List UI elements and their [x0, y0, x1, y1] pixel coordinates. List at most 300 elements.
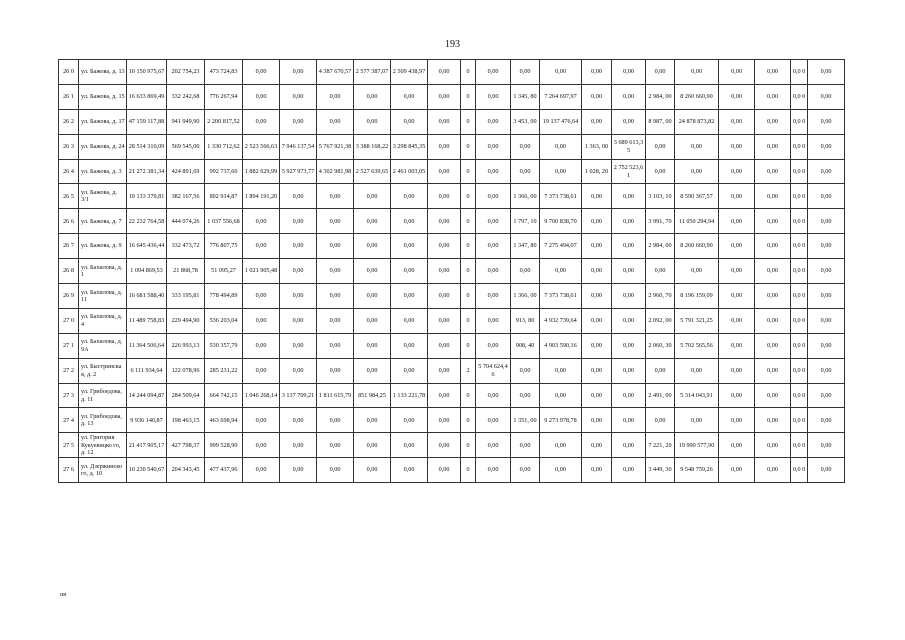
value-cell: 202 754,23: [167, 60, 205, 85]
value-cell: 0,00: [719, 60, 755, 85]
value-cell: 0,00: [243, 109, 280, 134]
value-cell: 0,00: [391, 458, 428, 483]
value-cell: 1 046 268,14: [243, 383, 280, 408]
row-number-cell: 26 7: [59, 234, 79, 259]
value-cell: 0,00: [391, 184, 428, 209]
value-cell: 0,00: [808, 60, 845, 85]
value-cell: 0,00: [582, 358, 612, 383]
value-cell: 5 702 565,56: [675, 333, 719, 358]
value-cell: 0,00: [719, 134, 755, 159]
value-cell: 2 984, 00: [646, 234, 675, 259]
value-cell: 3 298 845,35: [391, 134, 428, 159]
value-cell: 0,00: [243, 408, 280, 433]
value-cell: 0,0 0: [791, 284, 808, 309]
value-cell: 2 523 566,63: [243, 134, 280, 159]
value-cell: 0,00: [428, 458, 461, 483]
value-cell: 0,00: [808, 383, 845, 408]
value-cell: 0,00: [391, 308, 428, 333]
value-cell: 0,00: [719, 234, 755, 259]
value-cell: 0,0 0: [791, 234, 808, 259]
value-cell: 0,00: [582, 383, 612, 408]
value-cell: 0,00: [540, 159, 582, 184]
value-cell: 1 347, 80: [511, 234, 540, 259]
value-cell: 8 987, 00: [646, 109, 675, 134]
value-cell: 0,00: [808, 308, 845, 333]
value-cell: 0,00: [243, 60, 280, 85]
value-cell: 0,00: [243, 308, 280, 333]
value-cell: 8 196 159,09: [675, 284, 719, 309]
value-cell: 0,00: [612, 433, 646, 458]
value-cell: 0,00: [612, 60, 646, 85]
value-cell: 0,00: [280, 109, 317, 134]
value-cell: 0,00: [755, 234, 791, 259]
value-cell: 892 914,87: [205, 184, 243, 209]
table-row: [59, 284, 845, 309]
table-row: [59, 159, 845, 184]
value-cell: 21 417 905,17: [127, 433, 167, 458]
row-number-cell: 26 4: [59, 159, 79, 184]
value-cell: 0,00: [582, 333, 612, 358]
value-cell: 0,00: [808, 109, 845, 134]
value-cell: 0,00: [582, 433, 612, 458]
value-cell: 0: [461, 234, 476, 259]
table-row: [59, 333, 845, 358]
value-cell: 530 357,79: [205, 333, 243, 358]
value-cell: 5 927 973,77: [280, 159, 317, 184]
value-cell: 0,0 0: [791, 134, 808, 159]
row-number-cell: 26 0: [59, 60, 79, 85]
value-cell: 0,00: [675, 134, 719, 159]
value-cell: 0,00: [675, 358, 719, 383]
value-cell: 851 984,25: [354, 383, 391, 408]
value-cell: 19 990 577,90: [675, 433, 719, 458]
value-cell: 0,00: [755, 333, 791, 358]
value-cell: 2: [461, 358, 476, 383]
value-cell: 0,00: [755, 84, 791, 109]
table-row: [59, 408, 845, 433]
value-cell: 204 343,45: [167, 458, 205, 483]
value-cell: 0,00: [476, 60, 511, 85]
value-cell: 333 195,81: [167, 284, 205, 309]
value-cell: 0,00: [317, 433, 354, 458]
value-cell: 0,00: [646, 159, 675, 184]
value-cell: 24 878 873,82: [675, 109, 719, 134]
value-cell: 0,00: [391, 408, 428, 433]
value-cell: 0,00: [428, 408, 461, 433]
value-cell: 0,00: [476, 259, 511, 284]
value-cell: 11 364 506,64: [127, 333, 167, 358]
value-cell: 0: [461, 109, 476, 134]
value-cell: 0,00: [540, 458, 582, 483]
value-cell: 0,00: [243, 358, 280, 383]
value-cell: 999 528,90: [205, 433, 243, 458]
value-cell: 0,00: [540, 259, 582, 284]
value-cell: 47 159 117,88: [127, 109, 167, 134]
value-cell: 0,00: [808, 84, 845, 109]
value-cell: 0,00: [719, 433, 755, 458]
value-cell: 0,00: [280, 284, 317, 309]
value-cell: 332 242,68: [167, 84, 205, 109]
value-cell: 0,00: [428, 259, 461, 284]
value-cell: 5 767 921,38: [317, 134, 354, 159]
value-cell: 0,00: [317, 184, 354, 209]
value-cell: 0,00: [428, 60, 461, 85]
value-cell: 0,00: [280, 458, 317, 483]
value-cell: 7 946 137,54: [280, 134, 317, 159]
value-cell: 444 074,26: [167, 209, 205, 234]
value-cell: 0,00: [719, 259, 755, 284]
value-cell: 198 463,15: [167, 408, 205, 433]
value-cell: 0,00: [280, 60, 317, 85]
value-cell: 0,00: [755, 383, 791, 408]
value-cell: 0: [461, 458, 476, 483]
value-cell: 1 366, 00: [511, 184, 540, 209]
row-number-cell: 27 2: [59, 358, 79, 383]
value-cell: 0,00: [808, 433, 845, 458]
value-cell: 0,00: [391, 234, 428, 259]
value-cell: 0,00: [280, 234, 317, 259]
value-cell: 0,00: [391, 433, 428, 458]
value-cell: 5 704 624,46: [476, 358, 511, 383]
table-row: [59, 383, 845, 408]
value-cell: 0: [461, 284, 476, 309]
value-cell: 285 231,22: [205, 358, 243, 383]
value-cell: 0,00: [675, 408, 719, 433]
value-cell: 569 545,00: [167, 134, 205, 159]
value-cell: 0,00: [354, 433, 391, 458]
value-cell: 0,00: [354, 284, 391, 309]
value-cell: 0,00: [428, 383, 461, 408]
address-cell: ул. Бахилова, д. 1: [79, 259, 127, 284]
value-cell: 0,00: [476, 209, 511, 234]
value-cell: 0,00: [612, 383, 646, 408]
value-cell: 0,00: [317, 209, 354, 234]
value-cell: 0,00: [755, 184, 791, 209]
table-row: [59, 234, 845, 259]
value-cell: 0,00: [511, 259, 540, 284]
page-number: 193: [445, 39, 460, 50]
value-cell: 0,00: [476, 234, 511, 259]
value-cell: 5 314 043,91: [675, 383, 719, 408]
value-cell: 0: [461, 159, 476, 184]
value-cell: 0: [461, 84, 476, 109]
value-cell: 0,00: [719, 458, 755, 483]
value-cell: 536 203,04: [205, 308, 243, 333]
value-cell: 0,0 0: [791, 433, 808, 458]
value-cell: 3 137 709,21: [280, 383, 317, 408]
value-cell: 0,00: [476, 433, 511, 458]
value-cell: 0,00: [612, 259, 646, 284]
value-cell: 6 111 934,64: [127, 358, 167, 383]
value-cell: 0,0 0: [791, 209, 808, 234]
value-cell: 0,00: [540, 433, 582, 458]
value-cell: 0,00: [354, 84, 391, 109]
value-cell: 0,00: [280, 358, 317, 383]
value-cell: 0,00: [808, 358, 845, 383]
footer-mark: ии: [60, 592, 67, 598]
value-cell: 22 232 764,58: [127, 209, 167, 234]
value-cell: 0,00: [646, 259, 675, 284]
value-cell: 0: [461, 333, 476, 358]
value-cell: 0,00: [354, 458, 391, 483]
value-cell: 0,00: [755, 109, 791, 134]
value-cell: 908, 40: [511, 333, 540, 358]
value-cell: 9 273 978,78: [540, 408, 582, 433]
value-cell: 0,00: [719, 84, 755, 109]
value-cell: 0,00: [582, 234, 612, 259]
address-cell: ул. Бажова, д. 3: [79, 159, 127, 184]
value-cell: 19 133 379,81: [127, 184, 167, 209]
value-cell: 0,00: [354, 234, 391, 259]
row-number-cell: 26 2: [59, 109, 79, 134]
value-cell: 0,00: [391, 84, 428, 109]
value-cell: 0,00: [354, 259, 391, 284]
value-cell: 332 473,72: [167, 234, 205, 259]
value-cell: 1 330 712,62: [205, 134, 243, 159]
table-row: [59, 433, 845, 458]
value-cell: 3 103, 10: [646, 184, 675, 209]
table-row: [59, 60, 845, 85]
value-cell: 0,00: [317, 259, 354, 284]
address-cell: ул. Бажова, д. 24: [79, 134, 127, 159]
value-cell: 8 260 660,90: [675, 234, 719, 259]
value-cell: 0,00: [755, 209, 791, 234]
value-cell: 0,00: [540, 134, 582, 159]
value-cell: 7 275 494,07: [540, 234, 582, 259]
value-cell: 0,00: [511, 159, 540, 184]
value-cell: 992 737,60: [205, 159, 243, 184]
value-cell: 1 882 629,99: [243, 159, 280, 184]
value-cell: 0,00: [511, 60, 540, 85]
value-cell: 0,00: [719, 159, 755, 184]
value-cell: 1 351, 00: [511, 408, 540, 433]
value-cell: 7 373 738,61: [540, 184, 582, 209]
value-cell: 0,00: [719, 209, 755, 234]
value-cell: 2 960, 70: [646, 284, 675, 309]
address-cell: ул. Бахилова, д. 11: [79, 284, 127, 309]
address-cell: ул. Быстринска я, д. 2: [79, 358, 127, 383]
value-cell: 0,00: [476, 333, 511, 358]
value-cell: 0,00: [646, 60, 675, 85]
value-cell: 0,00: [612, 209, 646, 234]
value-cell: 382 167,56: [167, 184, 205, 209]
value-cell: 0,00: [280, 408, 317, 433]
value-cell: 0,00: [755, 433, 791, 458]
value-cell: 0,00: [582, 408, 612, 433]
value-cell: 0,00: [428, 84, 461, 109]
value-cell: 9 548 759,26: [675, 458, 719, 483]
value-cell: 0,00: [808, 259, 845, 284]
value-cell: 0,00: [612, 184, 646, 209]
value-cell: 16 633 869,49: [127, 84, 167, 109]
value-cell: 0: [461, 259, 476, 284]
value-cell: 0,00: [243, 433, 280, 458]
value-cell: 0: [461, 408, 476, 433]
value-cell: 0,00: [719, 383, 755, 408]
value-cell: 0,00: [476, 308, 511, 333]
value-cell: 0,00: [243, 458, 280, 483]
value-cell: 0,00: [428, 209, 461, 234]
value-cell: 0,0 0: [791, 84, 808, 109]
value-cell: 0,00: [317, 84, 354, 109]
value-cell: 0,00: [428, 433, 461, 458]
value-cell: 0: [461, 60, 476, 85]
value-cell: 0,00: [646, 134, 675, 159]
value-cell: 1 797, 10: [511, 209, 540, 234]
value-cell: 0,00: [243, 234, 280, 259]
value-cell: 0,00: [428, 134, 461, 159]
value-cell: 2 461 003,05: [391, 159, 428, 184]
row-number-cell: 27 1: [59, 333, 79, 358]
value-cell: 2 509 438,97: [391, 60, 428, 85]
value-cell: 2 577 387,07: [354, 60, 391, 85]
row-number-cell: 27 5: [59, 433, 79, 458]
value-cell: 122 078,96: [167, 358, 205, 383]
value-cell: 0,00: [280, 259, 317, 284]
value-cell: 3 449, 30: [646, 458, 675, 483]
value-cell: 0,00: [719, 358, 755, 383]
value-cell: 7 221, 20: [646, 433, 675, 458]
value-cell: 0,00: [808, 159, 845, 184]
value-cell: 0: [461, 209, 476, 234]
value-cell: 0,0 0: [791, 60, 808, 85]
value-cell: 0,00: [808, 234, 845, 259]
value-cell: 0,00: [317, 358, 354, 383]
value-cell: 0,00: [428, 333, 461, 358]
value-cell: 16 681 588,40: [127, 284, 167, 309]
value-cell: 0,0 0: [791, 408, 808, 433]
value-cell: 0,00: [646, 358, 675, 383]
value-cell: 0,00: [612, 358, 646, 383]
value-cell: 0,00: [582, 60, 612, 85]
value-cell: 2 060, 30: [646, 333, 675, 358]
value-cell: 0,00: [476, 408, 511, 433]
value-cell: 0,0 0: [791, 458, 808, 483]
value-cell: 1 037 556,68: [205, 209, 243, 234]
value-cell: 0,0 0: [791, 184, 808, 209]
value-cell: 0: [461, 383, 476, 408]
value-cell: 1 021 905,48: [243, 259, 280, 284]
value-cell: 0,00: [808, 209, 845, 234]
value-cell: 5 791 321,25: [675, 308, 719, 333]
value-cell: 0,00: [428, 159, 461, 184]
value-cell: 0,00: [582, 259, 612, 284]
value-cell: 2 984, 00: [646, 84, 675, 109]
table-row: [59, 209, 845, 234]
value-cell: 0,00: [675, 60, 719, 85]
value-cell: 0,00: [476, 134, 511, 159]
row-number-cell: 27 6: [59, 458, 79, 483]
value-cell: 0,00: [428, 308, 461, 333]
value-cell: 229 494,90: [167, 308, 205, 333]
value-cell: 0,00: [612, 333, 646, 358]
value-cell: 2 491, 00: [646, 383, 675, 408]
value-cell: 0,00: [755, 358, 791, 383]
value-cell: 424 891,69: [167, 159, 205, 184]
value-cell: 0,00: [582, 84, 612, 109]
value-cell: 0,00: [808, 284, 845, 309]
value-cell: 8 260 660,90: [675, 84, 719, 109]
value-cell: 51 095,27: [205, 259, 243, 284]
value-cell: 0,00: [354, 184, 391, 209]
value-cell: 0,00: [755, 308, 791, 333]
value-cell: 0,00: [675, 159, 719, 184]
value-cell: 0,00: [317, 458, 354, 483]
value-cell: 0,00: [428, 109, 461, 134]
value-cell: 0,00: [280, 433, 317, 458]
row-number-cell: 26 1: [59, 84, 79, 109]
value-cell: 0,00: [476, 458, 511, 483]
value-cell: 0,00: [317, 408, 354, 433]
address-cell: ул. Грибоедова, д. 13: [79, 408, 127, 433]
value-cell: 913, 80: [511, 308, 540, 333]
value-cell: 0,00: [243, 333, 280, 358]
value-cell: 0,00: [755, 60, 791, 85]
value-cell: 1 094 869,53: [127, 259, 167, 284]
value-cell: 0,00: [280, 184, 317, 209]
value-cell: 7 373 738,61: [540, 284, 582, 309]
value-cell: 0,00: [612, 458, 646, 483]
value-cell: 0,00: [476, 284, 511, 309]
value-cell: 0,00: [428, 184, 461, 209]
value-cell: 0,00: [280, 209, 317, 234]
value-cell: 427 798,37: [167, 433, 205, 458]
value-cell: 0,00: [391, 109, 428, 134]
table-row: [59, 84, 845, 109]
value-cell: 0,0 0: [791, 159, 808, 184]
value-cell: 226 993,13: [167, 333, 205, 358]
value-cell: 0,00: [808, 184, 845, 209]
value-cell: 473 724,83: [205, 60, 243, 85]
value-cell: 0,00: [612, 234, 646, 259]
value-cell: 0,00: [428, 284, 461, 309]
table-row: [59, 134, 845, 159]
value-cell: 0,00: [755, 159, 791, 184]
value-cell: 14 244 094,87: [127, 383, 167, 408]
address-cell: ул. Бажова, д. 7: [79, 209, 127, 234]
address-cell: ул. Дзержинско го, д. 10: [79, 458, 127, 483]
value-cell: 4 387 670,57: [317, 60, 354, 85]
value-cell: 1 811 615,79: [317, 383, 354, 408]
value-cell: 3 453, 00: [511, 109, 540, 134]
value-cell: 0,00: [317, 308, 354, 333]
value-cell: 0,00: [280, 84, 317, 109]
value-cell: 0: [461, 308, 476, 333]
table-row: [59, 109, 845, 134]
value-cell: 0,00: [719, 333, 755, 358]
value-cell: 4 302 981,98: [317, 159, 354, 184]
row-number-cell: 26 9: [59, 284, 79, 309]
value-cell: 0,00: [755, 408, 791, 433]
address-cell: ул. Грибоедова, д. 11: [79, 383, 127, 408]
address-cell: ул. Бажова, д. 17: [79, 109, 127, 134]
value-cell: 0,00: [476, 159, 511, 184]
value-cell: 0,00: [428, 358, 461, 383]
value-cell: 284 509,64: [167, 383, 205, 408]
value-cell: 0,00: [582, 458, 612, 483]
address-cell: ул. Бажова, д. 9: [79, 234, 127, 259]
value-cell: 0,00: [511, 358, 540, 383]
value-cell: 0,00: [280, 308, 317, 333]
value-cell: 0,00: [391, 333, 428, 358]
value-cell: 0,00: [808, 458, 845, 483]
value-cell: 0,00: [719, 284, 755, 309]
value-cell: 0,00: [476, 109, 511, 134]
value-cell: 463 698,94: [205, 408, 243, 433]
value-cell: 0,00: [755, 458, 791, 483]
value-cell: 8 590 367,57: [675, 184, 719, 209]
value-cell: 477 437,96: [205, 458, 243, 483]
